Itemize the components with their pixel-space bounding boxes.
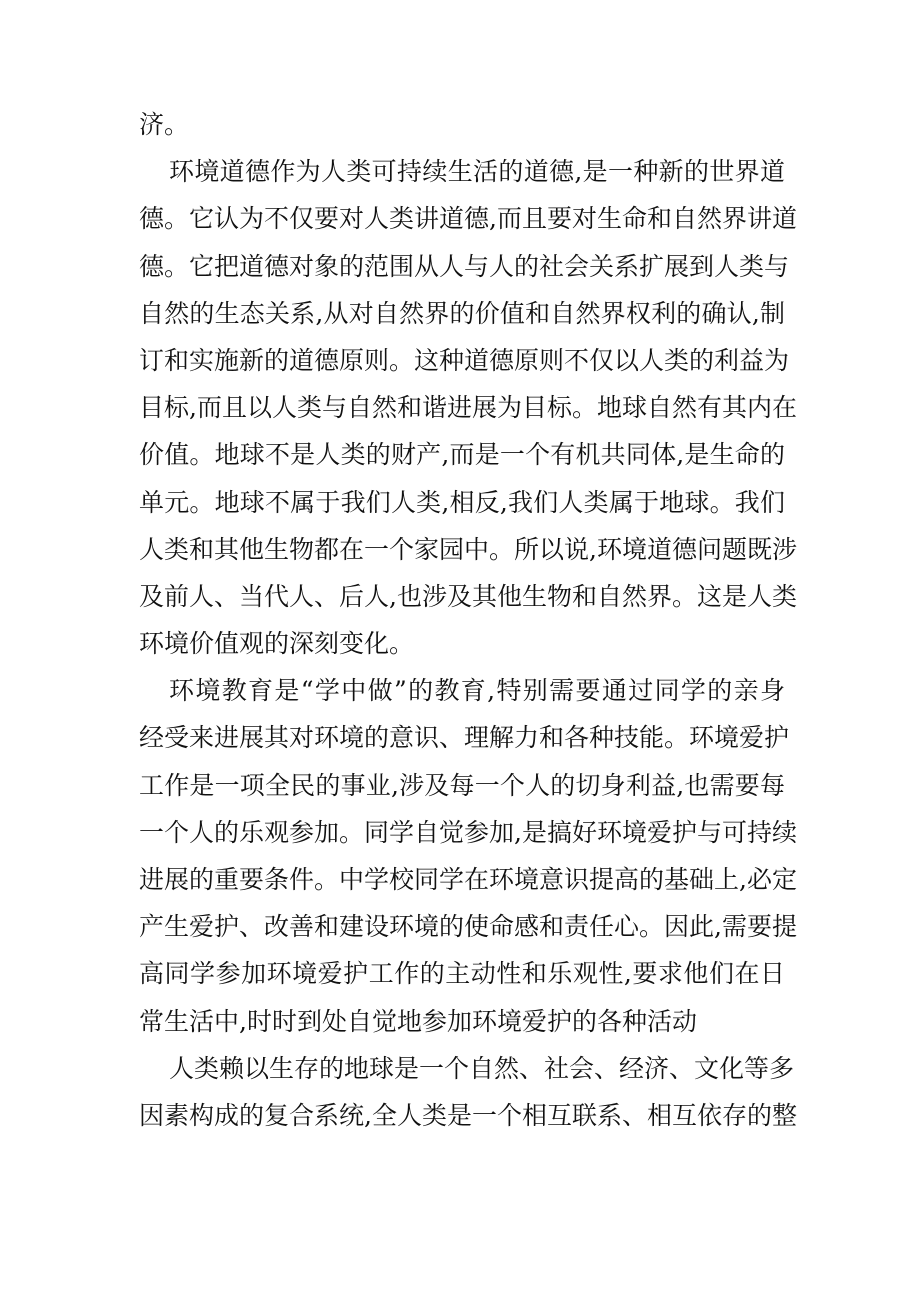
text-line: 高同学参加环境爱护工作的主动性和乐观性,要求他们在日 <box>139 959 785 989</box>
text-line: 因素构成的复合系统,全人类是一个相互联系、相互依存的整 <box>139 1100 797 1130</box>
text-line: 德。它把道德对象的范围从人与人的社会关系扩展到人类与 <box>139 251 790 281</box>
text-line: 人类赖以生存的地球是一个自然、社会、经济、文化等多 <box>169 1053 795 1083</box>
text-line: 环境教育是“学中做”的教育,特别需要通过同学的亲身 <box>169 676 785 706</box>
text-line: 环境道德作为人类可持续生活的道德,是一种新的世界道 <box>169 157 785 187</box>
text-line: 订和实施新的道德原则。这种道德原则不仅以人类的利益为 <box>139 345 790 375</box>
paragraph-1 <box>139 101 785 148</box>
text-line: 济。 <box>139 110 190 139</box>
text-line: 常生活中,时时到处自觉地参加环境爱护的各种活动 <box>139 1006 697 1036</box>
text-line: 单元。地球不属于我们人类,相反,我们人类属于地球。我们 <box>139 487 785 517</box>
paragraph-4 <box>139 1045 797 1139</box>
text-line: 人类和其他生物都在一个家园中。所以说,环境道德问题既涉 <box>139 534 797 564</box>
text-line: 价值。地球不是人类的财产,而是一个有机共同体,是生命的 <box>139 440 785 470</box>
text-line: 及前人、当代人、后人,也涉及其他生物和自然界。这是人类 <box>139 581 797 611</box>
text-line: 目标,而且以人类与自然和谐进展为目标。地球自然有其内在 <box>139 393 797 423</box>
document-body <box>139 101 797 1139</box>
text-line: 工作是一项全民的事业,涉及每一个人的切身利益,也需要每 <box>139 770 785 800</box>
text-line: 环境价值观的深刻变化。 <box>139 629 415 659</box>
text-line: 进展的重要条件。中学校同学在环境意识提高的基础上,必定 <box>139 865 797 894</box>
text-line: 产生爱护、改善和建设环境的使命感和责任心。因此,需要提 <box>139 912 797 942</box>
text-line: 一个人的乐观参加。同学自觉参加,是搞好环境爱护与可持续 <box>139 817 797 847</box>
text-line: 自然的生态关系,从对自然界的价值和自然界权利的确认,制 <box>139 298 785 328</box>
paragraph-3 <box>139 667 797 1045</box>
text-line: 经受来进展其对环境的意识、理解力和各种技能。环境爱护 <box>139 723 790 753</box>
paragraph-2 <box>139 148 797 667</box>
text-line: 德。它认为不仅要对人类讲道德,而且要对生命和自然界讲道 <box>139 204 797 234</box>
